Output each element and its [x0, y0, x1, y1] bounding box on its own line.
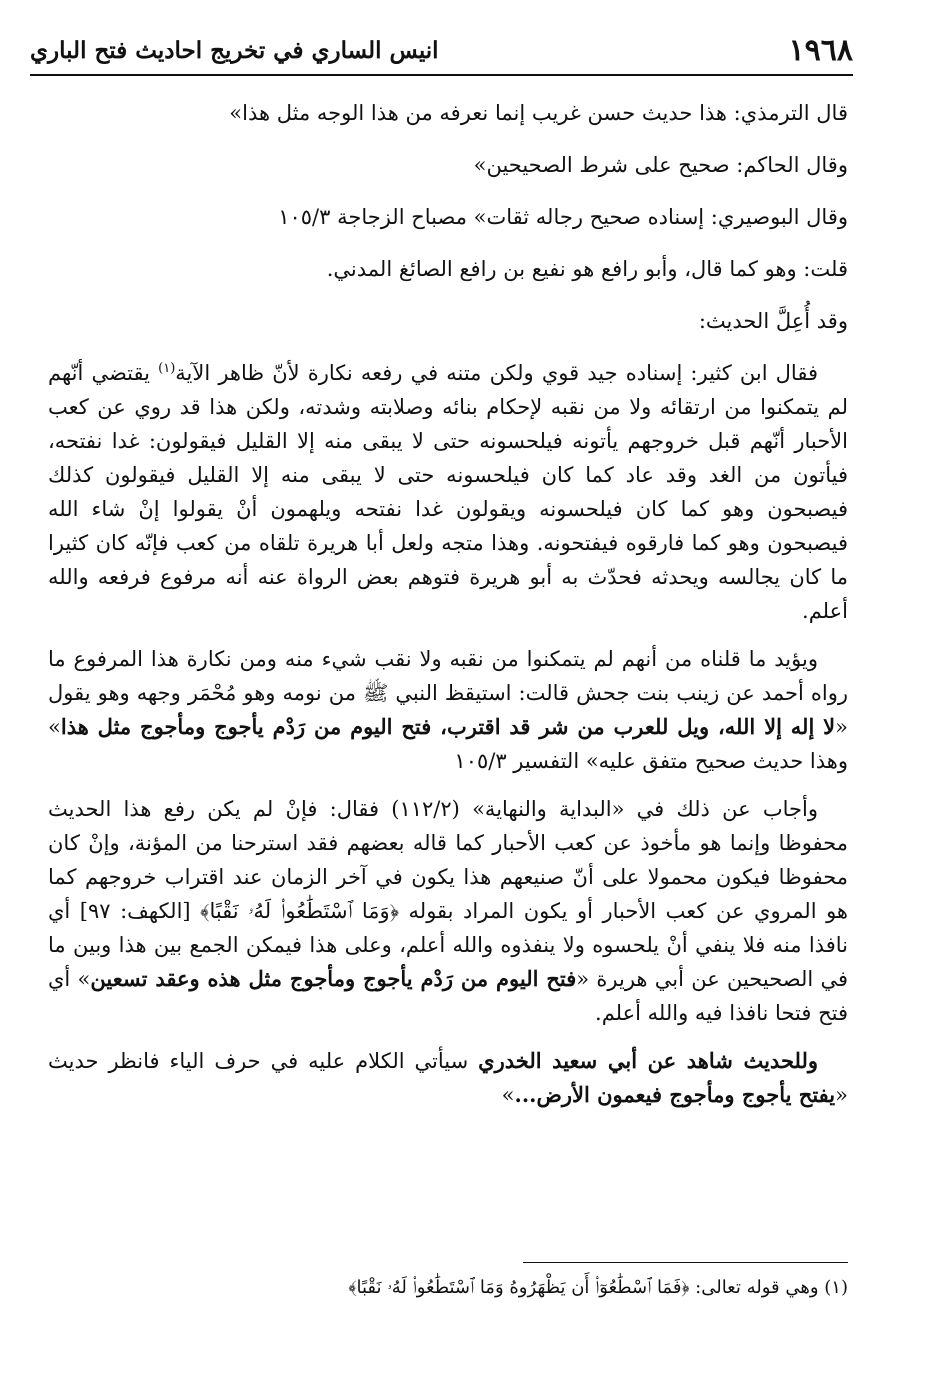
paragraph-bidaya-answer [48, 792, 848, 1030]
paragraph-supporting-hadith [48, 642, 848, 778]
supporting-text-end: » وهذا حديث صحيح متفق عليه» التفسير ١٠٥/٣ [48, 715, 848, 773]
page-number: ١٩٦٨ [788, 32, 853, 68]
bidaya-hadith-bold: فتح اليوم من رَدْم يأجوج ومأجوج مثل هذه وعقد تسعين [90, 966, 577, 991]
paragraph-busiri: وقال البوصيري: إسناده صحيح رجاله ثقات» مصباح الزجاجة ١٠٥/٣ [278, 205, 848, 229]
paragraph-illah-heading: وقد أُعِلَّ الحديث: [698, 309, 848, 333]
witness-hadith-bold: يفتح يأجوج ومأجوج فيعمون الأرض... [514, 1082, 836, 1107]
witness-text: سيأتي الكلام عليه في حرف الياء فانظر حديث « [48, 1049, 848, 1107]
witness-lead-bold: وللحديث شاهد عن أبي سعيد الخدري [478, 1048, 819, 1073]
book-title: انيس الساري في تخريج احاديث فتح الباري [30, 36, 439, 64]
paragraph-author-note: قلت: وهو كما قال، وأبو رافع هو نفيع بن رافع الصائغ المدني. [326, 257, 848, 281]
footnote-marker: (١) [158, 361, 176, 376]
footnote-divider [523, 1262, 848, 1263]
paragraph-witness [48, 1044, 848, 1112]
page-body [48, 96, 848, 1126]
witness-close-quote: » [501, 1083, 515, 1107]
paragraph-hakim: وقال الحاكم: صحيح على شرط الصحيحين» [473, 153, 848, 177]
bidaya-text-start: وأجاب عن ذلك في «البداية والنهاية» (١١٢/٢) فقال: فإنْ لم يكن رفع هذا الحديث محفوظا وإنما هو مأخوذ عن كعب الأحبار كما قاله بعضهم فقد استرحنا من المؤنة، وإنْ كان محفوظا فيكون محمولا على أنّ صنيعهم هذا يكون في آخر الزمان عند اقتراب خروجهم كما هو المروي عن كعب الأحبار أو يكون المراد بقوله ﴿وَمَا ٱسْتَطَٰعُوا۟ لَهُۥ نَقْبًا﴾ [الكهف: ٩٧] أي نافذا منه فلا ينفي أنْ يلحسوه ولا ينفذوه والله أعلم، وعلى هذا فيمكن الجمع بين هذا وبين ما في الصحيحين عن أبي هريرة « [48, 797, 849, 991]
page-header [30, 30, 853, 70]
hadith-quote-bold: لا إله إلا الله، ويل للعرب من شر قد اقترب، فتح اليوم من رَدْم يأجوج ومأجوج مثل هذا [60, 714, 836, 739]
supporting-text-start: ويؤيد ما قلناه من أنهم لم يتمكنوا من نقبه ولا نقب شيء منه ومن نكارة هذا المرفوع ما رواه أحمد عن زينب بنت جحش قالت: استيقظ النبي ﷺ من نومه وهو مُحْمَر وجهه وهو يقول « [48, 647, 848, 739]
paragraph-tirmidhi: قال الترمذي: هذا حديث حسن غريب إنما نعرفه من هذا الوجه مثل هذا» [229, 101, 848, 125]
ibn-kathir-text-rest: يقتضي أنّهم لم يتمكنوا من ارتقائه ولا من نقبه لإحكام بنائه وصلابته وشدته، ولكن هذا قد روي عن كعب الأحبار أنّهم قبل خروجهم يأتونه فيلحسونه حتى لا يبقى منه إلا القليل فيقولون: غدا نفتحه، فيأتون من الغد وقد عاد كما كان فيلحسونه حتى لا يبقى منه إلا القليل فيقولون كذلك فيصبحون وهو كما كان فيلحسونه ويقولون غدا نفتحه ويلهمون أنْ يقولوا إنْ شاء الله فيصبحون وهو كما فارقوه فيفتحونه. وهذا متجه ولعل أبا هريرة تلقاه من كعب فإنّه كان كثيرا ما كان يجالسه ويحدثه فحدّث به أبو هريرة فتوهم بعض الرواة عنه أنه مرفوع فرفعه والله أعلم. [48, 361, 848, 623]
footnote: (١) وهي قوله تعالى: ﴿فَمَا ٱسْطَٰعُوٓا۟ أَن يَظْهَرُوهُ وَمَا ٱسْتَطَٰعُوا۟ لَهُۥ نَقْبًا﴾ [348, 1277, 848, 1298]
header-divider [30, 74, 853, 76]
ibn-kathir-text-start: فقال ابن كثير: إسناده جيد قوي ولكن متنه في رفعه نكارة لأنّ ظاهر الآية [175, 361, 818, 385]
bidaya-text-end: » أي فتح فتحا نافذا فيه والله أعلم. [48, 967, 848, 1025]
paragraph-ibn-kathir [48, 356, 848, 628]
